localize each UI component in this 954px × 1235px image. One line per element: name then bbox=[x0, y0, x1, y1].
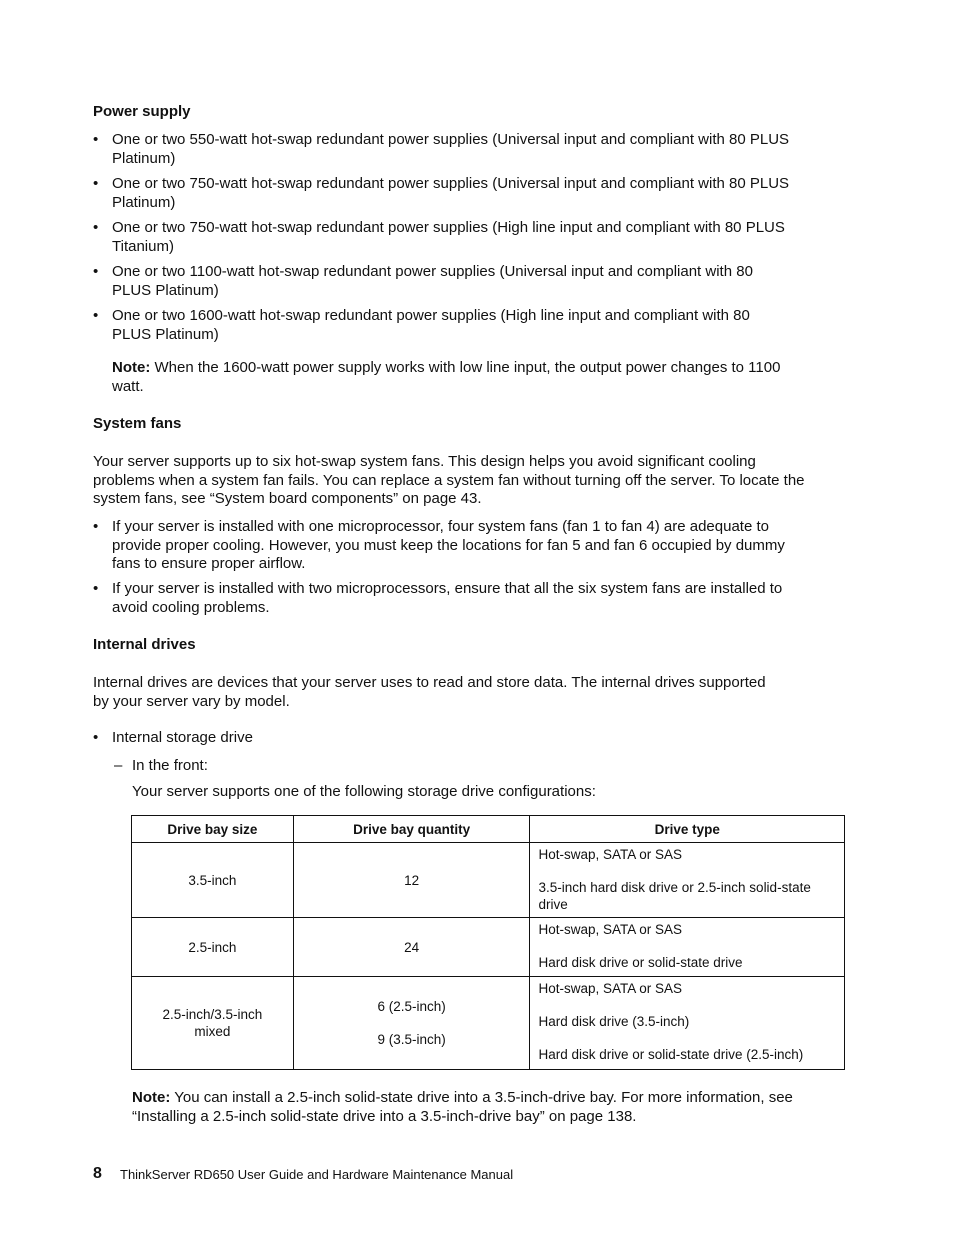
power-supply-item-3: One or two 750-watt hot-swap redundant power supplies (High line input and compliant with 80 PLUS Titanium) bbox=[112, 219, 785, 255]
power-supply-item-5: One or two 1600-watt hot-swap redundant power supplies (High line input and compliant with 80 PLUS Platinum) bbox=[112, 307, 750, 343]
system-fans-item-1: If your server is installed with one microprocessor, four system fans (fan 1 to fan 4) are adequate to provide proper cooling. However, you must keep the locations for fan 5 and fan 6 occupied by dummy fans to ensure proper airflow. bbox=[112, 518, 785, 572]
power-supply-item-4: One or two 1100-watt hot-swap redundant power supplies (Universal input and compliant with 80 PLUS Platinum) bbox=[112, 263, 753, 299]
cell-type: Hot-swap, SATA or SAS Hard disk drive (3.5-inch) Hard disk drive or solid-state drive (2.5-inch) bbox=[530, 977, 845, 1070]
system-fans-intro: Your server supports up to six hot-swap system fans. This design helps you avoid significant cooling problems when a system fan fails. You can replace a system fan without turning off the server. To locate the system fans, see “System board components” on page 43. bbox=[93, 453, 805, 507]
cell-size: 2.5-inch/3.5-inch mixed bbox=[132, 977, 294, 1070]
cell-quantity: 24 bbox=[293, 918, 530, 977]
front-sub-item: In the front: bbox=[132, 757, 208, 774]
internal-drives-note: Note: You can install a 2.5-inch solid-state drive into a 3.5-inch-drive bay. For more information, see “Installing a 2.5-inch solid-state drive into a 3.5-inch-drive bay” on page 138. bbox=[132, 1089, 793, 1125]
bullet-glyph: • bbox=[93, 219, 99, 236]
dash-glyph: – bbox=[114, 757, 123, 774]
internal-storage-bullet: Internal storage drive bbox=[112, 729, 253, 746]
power-supply-item-2: One or two 750-watt hot-swap redundant power supplies (Universal input and compliant with 80 PLUS Platinum) bbox=[112, 175, 790, 211]
internal-drives-intro: Internal drives are devices that your server uses to read and store data. The internal drives supported by your server vary by model. bbox=[93, 674, 766, 710]
table-row bbox=[132, 918, 845, 977]
bullet-glyph: • bbox=[93, 580, 99, 597]
bullet-glyph: • bbox=[93, 131, 99, 148]
note-label: Note: bbox=[112, 359, 151, 376]
page-number: 8 bbox=[93, 1165, 102, 1182]
cell-type: Hot-swap, SATA or SAS 3.5-inch hard disk drive or 2.5-inch solid-state drive bbox=[530, 843, 845, 918]
bullet-glyph: • bbox=[93, 175, 99, 192]
header-drive-bay-quantity: Drive bay quantity bbox=[293, 816, 530, 843]
table-row bbox=[132, 977, 845, 1070]
footer-title: ThinkServer RD650 User Guide and Hardware Maintenance Manual bbox=[120, 1167, 514, 1182]
internal-drives-heading: Internal drives bbox=[93, 636, 196, 653]
bullet-glyph: • bbox=[93, 729, 99, 746]
system-fans-heading: System fans bbox=[93, 415, 182, 432]
front-sub-text: Your server supports one of the following storage drive configurations: bbox=[132, 783, 596, 800]
cell-quantity: 6 (2.5-inch) 9 (3.5-inch) bbox=[293, 977, 530, 1070]
cell-size: 3.5-inch bbox=[132, 843, 294, 918]
table-header-row bbox=[132, 816, 845, 843]
bullet-glyph: • bbox=[93, 307, 99, 324]
system-fans-item-2: If your server is installed with two microprocessors, ensure that all the six system fans are installed to avoid cooling problems. bbox=[112, 580, 783, 616]
power-supply-note: Note: When the 1600-watt power supply works with low line input, the output power changes to 1100 watt. bbox=[112, 359, 781, 395]
note-label: Note: bbox=[132, 1089, 171, 1106]
header-drive-type: Drive type bbox=[530, 816, 845, 843]
bullet-glyph: • bbox=[93, 518, 99, 535]
bullet-glyph: • bbox=[93, 263, 99, 280]
power-supply-heading: Power supply bbox=[93, 103, 191, 120]
cell-quantity: 12 bbox=[293, 843, 530, 918]
cell-size: 2.5-inch bbox=[132, 918, 294, 977]
power-supply-item-1: One or two 550-watt hot-swap redundant power supplies (Universal input and compliant with 80 PLUS Platinum) bbox=[112, 131, 790, 167]
cell-type: Hot-swap, SATA or SAS Hard disk drive or solid-state drive bbox=[530, 918, 845, 977]
table-row bbox=[132, 843, 845, 918]
drive-config-table bbox=[131, 815, 845, 1070]
header-drive-bay-size: Drive bay size bbox=[132, 816, 294, 843]
